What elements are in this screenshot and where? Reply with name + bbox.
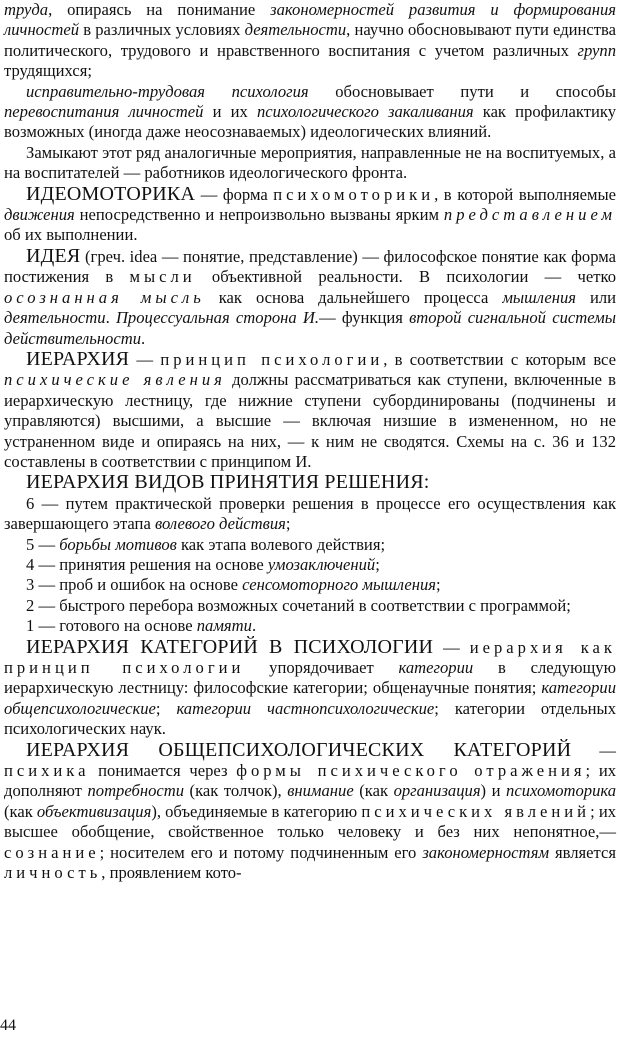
- paragraph: [4, 616, 616, 636]
- italic-term: психомоторика: [506, 781, 617, 801]
- italic-term: объективизация: [36, 801, 152, 821]
- entry-headword: ИДЕЯ: [26, 244, 81, 267]
- italic-term: закономерностям: [422, 842, 550, 862]
- italic-term: психологического закаливания: [256, 102, 474, 122]
- italic-term: деятельности: [244, 20, 347, 40]
- text-body: [4, 0, 616, 883]
- paragraph: [4, 0, 616, 82]
- paragraph: [4, 143, 616, 184]
- italic-term: второй сигнальной системы действительности: [4, 308, 616, 348]
- paragraph: [4, 740, 616, 884]
- text-run: об их выполнении.: [4, 225, 138, 245]
- text-run: упорядочивает: [244, 658, 399, 677]
- text-run: ;: [285, 514, 291, 534]
- text-run: ;: [435, 575, 441, 595]
- text-run: 4 — принятия решения на основе: [26, 554, 268, 574]
- text-run: является: [549, 842, 616, 862]
- text-run: 3 — проб и ошибок на основе: [26, 575, 243, 595]
- paragraph: [4, 494, 616, 535]
- italic-term: потребности: [87, 781, 185, 801]
- text-run: (как: [4, 801, 37, 821]
- text-run: , проявлением кото-: [101, 863, 242, 883]
- page-number: 44: [0, 1017, 16, 1034]
- text-run: ;: [155, 698, 177, 718]
- text-run: непосредственно и непроизвольно вызваны ярким: [74, 205, 444, 225]
- spaced-emphasis: мысли: [129, 267, 196, 287]
- text-run: , в соответствии с которым все: [383, 349, 616, 369]
- text-run: (как толчок),: [184, 781, 288, 801]
- spaced-emphasis: психика: [4, 761, 90, 781]
- text-run: трудящихся;: [4, 61, 92, 81]
- text-run: , научно обосновывают пути единства политического, трудового и нравственного воспитания с учетом различных: [4, 20, 616, 60]
- text-run: , опираясь на понимание: [48, 0, 271, 19]
- italic-term: категории общепсихологические: [4, 678, 616, 718]
- text-run: .: [105, 308, 116, 328]
- text-run: или: [575, 287, 616, 307]
- paragraph: [4, 596, 616, 616]
- text-run: объективной реальности. В психологии — четко: [195, 267, 616, 287]
- italic-term: психические явления: [4, 370, 226, 390]
- text-run: ), объединяемые в категорию: [151, 801, 362, 821]
- entry-headword: ИЕРАРХИЯ ВИДОВ ПРИНЯТИЯ РЕШЕНИЯ:: [26, 471, 430, 494]
- spaced-emphasis: принцип психологии: [160, 349, 384, 369]
- text-run: должны рассматриваться как ступени, включенные в иерархическую лестницу, где нижние ступени субординированы (подчинены и управляются) высшими, а высшие — включая низшие в измененном, но не устраненном виде и опираясь на них, — к ним не сводятся. Схемы на с. 36 и 132 составлены в соответствии с принципом И.: [4, 370, 616, 471]
- text-run: 6 — путем практической проверки решения в процессе его осуществления как завершающего этапа: [4, 493, 616, 534]
- text-run: 1 — готового на основе: [26, 616, 197, 636]
- italic-term: категории частнопсихологические: [176, 698, 435, 718]
- text-run: ) и: [480, 781, 507, 801]
- entry-headword: ИДЕОМОТОРИКА: [26, 182, 196, 205]
- spaced-emphasis: личность: [4, 863, 102, 883]
- italic-term: памяти: [196, 616, 252, 636]
- italic-term: внимание: [287, 781, 354, 801]
- italic-term: осознанная мысль: [4, 287, 205, 307]
- italic-term: исправительно-трудовая психология: [26, 81, 309, 101]
- spaced-emphasis: иерархия как принцип психологии: [4, 637, 616, 677]
- text-run: ;: [375, 554, 380, 574]
- text-run: ; носителем его и потому подчиненным его: [99, 842, 423, 862]
- paragraph: [4, 472, 616, 493]
- text-run: обосновывает пути и способы: [308, 81, 616, 101]
- paragraph: [4, 246, 616, 349]
- text-run: ; категории отдельных психологических наук.: [4, 698, 616, 739]
- text-run: в различных условиях: [79, 20, 245, 40]
- entry-headword: ИЕРАРХИЯ КАТЕГОРИЙ В ПСИХОЛОГИИ: [26, 635, 434, 658]
- text-run: как профилактику возможных (иногда даже неосознаваемых) идеологических влияний.: [4, 102, 616, 142]
- text-run: —: [433, 637, 470, 657]
- paragraph: [4, 184, 616, 246]
- text-run: .: [141, 328, 146, 348]
- italic-term: умозаключений: [267, 554, 376, 574]
- paragraph: [4, 82, 616, 143]
- text-run: Замыкают этот ряд аналогичные мероприятия, направленные не на воспитуемых, а на воспитателей — работников идеологического фронта.: [4, 142, 616, 183]
- spaced-emphasis: психических явлений: [361, 801, 591, 821]
- italic-term: волевого действия: [154, 514, 286, 534]
- italic-term: сенсомоторного мышления: [242, 575, 436, 595]
- italic-term: Процессуальная сторона И.: [115, 308, 320, 328]
- text-run: ; их дополняют: [4, 761, 616, 801]
- paragraph: [4, 535, 616, 555]
- italic-term: организация: [393, 781, 481, 801]
- paragraph: [4, 349, 616, 472]
- text-run: —: [571, 740, 616, 760]
- text-run: — форма: [195, 184, 274, 204]
- entry-headword: ИЕРАРХИЯ ОБЩЕПСИХОЛОГИЧЕСКИХ КАТЕГОРИЙ: [26, 738, 572, 761]
- entry-headword: ИЕРАРХИЯ: [26, 347, 130, 370]
- text-run: как основа дальнейшего процесса: [204, 287, 503, 307]
- spaced-emphasis: формы психического отражения: [236, 761, 586, 781]
- text-run: как этапа волевого действия;: [176, 534, 386, 554]
- italic-term: труда: [4, 0, 49, 19]
- spaced-emphasis: сознание: [4, 842, 100, 862]
- text-run: .: [251, 616, 257, 636]
- text-run: ; их высшее обобщение, свойственное только человеку и без них непонятное,—: [4, 801, 617, 842]
- text-run: 2 — быстрого перебора возможных сочетаний в соответствии с программой;: [26, 595, 571, 615]
- text-run: в следующую иерархическую лестницу: философские категории; общенаучные понятия;: [4, 658, 616, 698]
- text-run: (греч. idea — понятие, представление) — философское понятие как форма постижения в: [4, 246, 616, 287]
- text-run: 5 —: [26, 534, 60, 554]
- italic-term: движения: [4, 205, 75, 225]
- text-run: понимается через: [89, 761, 237, 781]
- paragraph: [4, 555, 616, 575]
- italic-term: перевоспитания личностей: [4, 102, 204, 122]
- italic-term: категории: [398, 658, 474, 677]
- paragraph: [4, 575, 616, 595]
- italic-term: закономерностей развития и формирования личностей: [4, 0, 616, 40]
- italic-term: групп: [577, 40, 616, 60]
- text-run: —: [129, 349, 161, 369]
- italic-term: мышления: [502, 287, 576, 307]
- italic-term: представлением: [443, 205, 616, 225]
- spaced-emphasis: психомоторики: [273, 184, 435, 204]
- text-run: — функция: [319, 308, 410, 328]
- text-run: и их: [203, 102, 257, 122]
- italic-term: борьбы мотивов: [59, 534, 177, 554]
- italic-term: деятельности: [4, 308, 106, 328]
- paragraph: [4, 637, 616, 740]
- text-run: , в которой выполняемые: [434, 184, 616, 204]
- text-run: (как: [353, 781, 394, 801]
